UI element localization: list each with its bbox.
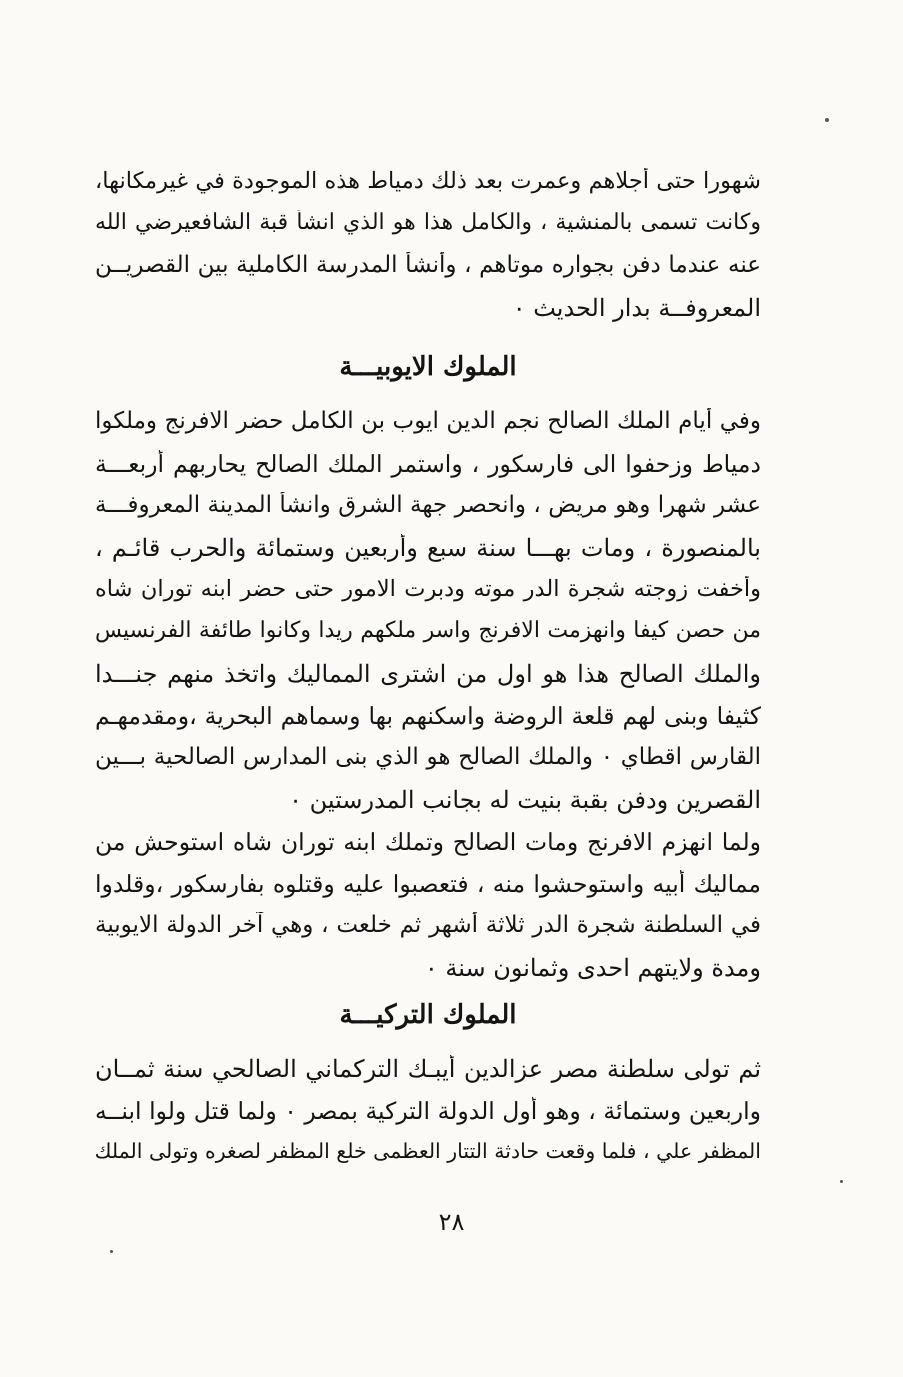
section-heading-ayyubid: الملوك الايوبيـــة <box>339 352 517 382</box>
text-line: بالمنصورة ، ومات بهـــا سنة سبع وأربعين وستمائة والحرب قائـم ، <box>95 534 761 562</box>
text-line: دمياط وزحفوا الى فارسكور ، واستمر الملك الصالح يحاربهم أربعـــة <box>95 450 761 478</box>
text-line: عشر شهرا وهو مريض ، وانحصر جهة الشرق وانشأ المدينة المعروفـــة <box>95 492 761 518</box>
text-line: والملك الصالح هذا هو اول من اشترى المماليك واتخذ منهم جنـــدا <box>95 660 761 688</box>
text-line: وفي أيام الملك الصالح نجم الدين ايوب بن الكامل حضر الافرنج وملكوا <box>95 408 761 434</box>
text-line: ومدة ولايتهم احدى وثمانون سنة ٠ <box>424 954 761 982</box>
text-line: عنه عندما دفن بجواره موتاهم ، وأنشأ المدرسة الكاملية بين القصريــن <box>95 252 761 278</box>
text-line: في السلطنة شجرة الدر ثلاثة أشهر ثم خلعت ، وهي آخر الدولة الايوبية <box>95 912 761 938</box>
paper-speck <box>110 1250 113 1253</box>
text-line: شهورا حتى أجلاهم وعمرت بعد ذلك دمياط هذه الموجودة في غيرمكانها، <box>95 168 761 194</box>
text-line: المظفر علي ، فلما وقعت حادثة التتار العظمى خلع المظفر لصغره وتولى الملك <box>95 1139 761 1163</box>
paragraph-3 <box>95 1055 761 1181</box>
text-line: وكانت تسمى بالمنشية ، والكامل هذا هو الذي انشأ قبة الشافعيرضي الله <box>95 210 761 235</box>
page-number: ٢٨ <box>438 1208 465 1236</box>
paragraph-1 <box>95 168 761 336</box>
section-heading-turkic: الملوك التركيـــة <box>339 1000 517 1030</box>
text-line: من حصن كيفا وانهزمت الافرنج واسر ملكهم ريدا وكانوا طائفة الفرنسيس <box>95 618 761 643</box>
text-line: واربعين وستمائة ، وهو أول الدولة التركية بمصر ٠ ولما قتل ولوا ابنــه <box>95 1097 761 1125</box>
text-line: المعروفــة بدار الحديث ٠ <box>512 294 761 322</box>
text-line: ثم تولى سلطنة مصر عزالدين أيبـك التركماني الصالحي سنة ثمــان <box>95 1055 761 1083</box>
text-line: القارس اقطاي ٠ والملك الصالح هو الذي بنى المدارس الصالحية بـــين <box>95 744 761 770</box>
text-line: القصرين ودفن بقبة بنيت له بجانب المدرستين ٠ <box>289 786 761 814</box>
text-line: وأخفت زوجته شجرة الدر موته ودبرت الامور حتى حضر ابنه توران شاه <box>95 576 761 602</box>
paper-speck <box>825 118 829 122</box>
text-line: ولما انهزم الافرنج ومات الصالح وتملك ابنه توران شاه استوحش من <box>95 828 761 856</box>
text-line: كثيفا وبنى لهم قلعة الروضة واسكنهم بها وسماهم البحرية ،ومقدمهـم <box>95 702 761 730</box>
paper-speck <box>840 1180 843 1183</box>
text-line: مماليك أبيه واستوحشوا منه ، فتعصبوا عليه وقتلوه بفارسكور ،وقلدوا <box>95 870 761 898</box>
paragraph-2 <box>95 408 761 996</box>
